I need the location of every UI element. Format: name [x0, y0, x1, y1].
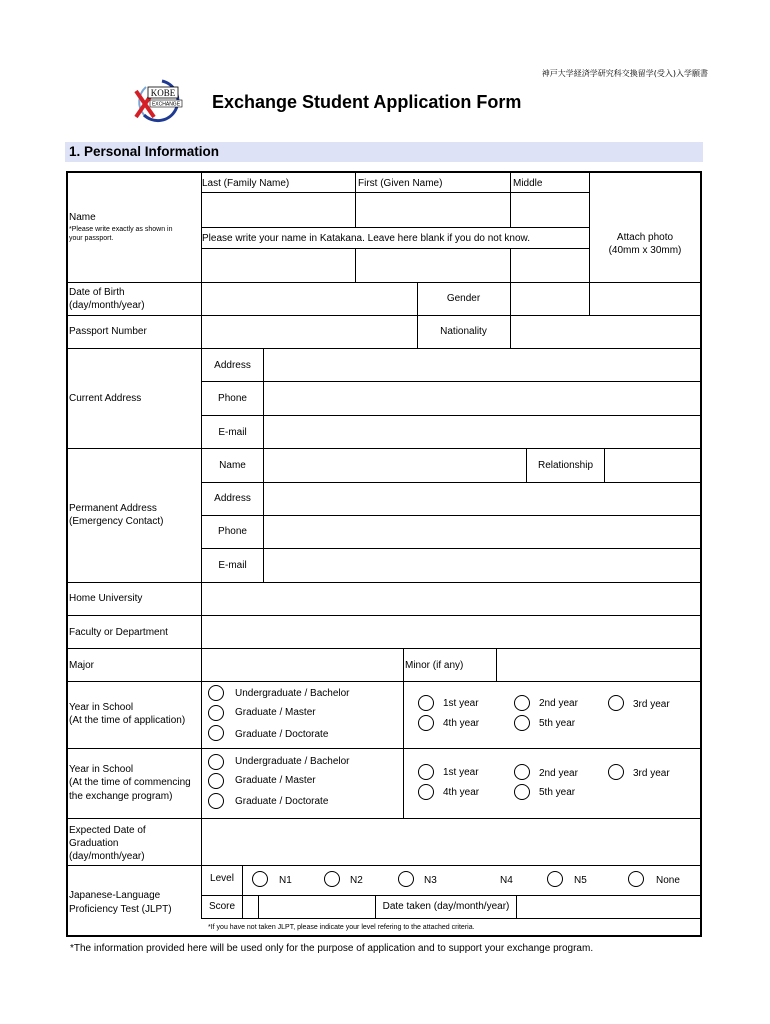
- privacy-footnote: *The information provided here will be used only for the purpose of application and to support your exchange program.: [70, 943, 594, 954]
- jlpt-n1-radio[interactable]: [252, 871, 268, 887]
- middle-name-katakana-field[interactable]: [511, 249, 588, 281]
- permanent-address-label-line1: Permanent Address: [69, 503, 157, 514]
- year-app-4th-radio[interactable]: [418, 715, 434, 731]
- year-app-doctorate-label: Graduate / Doctorate: [235, 729, 329, 740]
- jlpt-score-label: Score: [208, 901, 236, 912]
- year-commence-doctorate-label: Graduate / Doctorate: [235, 796, 329, 807]
- photo-label-line2: (40mm x 30mm): [608, 245, 682, 256]
- photo-label-line1: Attach photo: [616, 232, 674, 243]
- passport-label: Passport Number: [69, 326, 147, 337]
- name-note-line2: your passport.: [69, 235, 114, 242]
- year-commence-4th-radio[interactable]: [418, 784, 434, 800]
- year-commence-5th-label: 5th year: [539, 787, 576, 798]
- minor-label: Minor (if any): [405, 660, 464, 671]
- section-title: 1. Personal Information: [69, 144, 220, 159]
- year-commence-4th-label: 4th year: [443, 787, 480, 798]
- section-header: [65, 142, 703, 162]
- form-code-header: 神戸大学経済学研究科交換留学(受入)入学願書: [541, 69, 708, 78]
- year-commence-label-line2: (At the time of commencing: [69, 777, 191, 788]
- emergency-name-label: Name: [219, 460, 246, 471]
- jlpt-label-line2: Proficiency Test (JLPT): [69, 904, 172, 915]
- year-commence-master-radio[interactable]: [208, 773, 224, 789]
- passport-field[interactable]: [202, 316, 416, 347]
- last-name-field[interactable]: [202, 193, 354, 226]
- jlpt-label-line1: Japanese-Language: [69, 890, 161, 901]
- current-email-field[interactable]: [264, 416, 700, 447]
- current-phone-label: Phone: [218, 393, 247, 404]
- jlpt-note: *If you have not taken JLPT, please indicate your level refering to the attached criteria.: [208, 924, 475, 931]
- graduation-date-field[interactable]: [202, 819, 700, 864]
- jlpt-n5-radio[interactable]: [547, 871, 563, 887]
- jlpt-n2-radio[interactable]: [324, 871, 340, 887]
- permanent-email-field[interactable]: [264, 549, 700, 581]
- middle-name-header: Middle: [513, 178, 543, 189]
- major-label: Major: [69, 660, 95, 671]
- year-app-label-line1: Year in School: [69, 702, 134, 713]
- jlpt-score-field[interactable]: [243, 896, 374, 917]
- year-commence-3rd-radio[interactable]: [608, 764, 624, 780]
- year-commence-undergraduate-radio[interactable]: [208, 754, 224, 770]
- year-commence-label-line1: Year in School: [69, 764, 134, 775]
- gender-label: Gender: [446, 293, 481, 304]
- permanent-phone-label: Phone: [218, 526, 247, 537]
- minor-field[interactable]: [497, 649, 700, 680]
- jlpt-level-label: Level: [210, 873, 234, 884]
- year-commence-2nd-label: 2nd year: [539, 768, 578, 779]
- current-address-sublabel: Address: [214, 360, 251, 371]
- year-commence-master-label: Graduate / Master: [235, 775, 316, 786]
- major-field[interactable]: [202, 649, 402, 680]
- year-commence-doctorate-radio[interactable]: [208, 793, 224, 809]
- year-app-5th-label: 5th year: [539, 718, 576, 729]
- jlpt-none-label: None: [656, 875, 680, 886]
- year-commence-3rd-label: 3rd year: [633, 768, 670, 779]
- jlpt-n1-label: N1: [279, 875, 292, 886]
- dob-label-line2: (day/month/year): [69, 300, 145, 311]
- university-logo: [132, 77, 190, 125]
- dob-label-line1: Date of Birth: [69, 287, 125, 298]
- jlpt-n3-label: N3: [424, 875, 437, 886]
- year-app-undergraduate-label: Undergraduate / Bachelor: [235, 688, 350, 699]
- jlpt-n5-label: N5: [574, 875, 587, 886]
- jlpt-date-taken-label: Date taken (day/month/year): [382, 901, 510, 912]
- dob-field[interactable]: [202, 283, 416, 314]
- permanent-email-label: E-mail: [218, 560, 247, 571]
- current-address-field[interactable]: [264, 349, 700, 380]
- year-app-3rd-label: 3rd year: [633, 699, 670, 710]
- gender-field[interactable]: [511, 283, 588, 314]
- first-name-field[interactable]: [356, 193, 509, 226]
- svg-text:EXCHANGE: EXCHANGE: [151, 101, 181, 108]
- home-university-field[interactable]: [202, 583, 700, 614]
- graduation-label-line2: Graduation: [69, 838, 119, 849]
- graduation-label-line3: (day/month/year): [69, 851, 145, 862]
- jlpt-n4-label: N4: [500, 875, 513, 886]
- last-name-katakana-field[interactable]: [202, 249, 354, 281]
- year-commence-5th-radio[interactable]: [514, 784, 530, 800]
- name-note-line1: *Please write exactly as shown in: [69, 226, 173, 233]
- year-app-1st-radio[interactable]: [418, 695, 434, 711]
- nationality-field[interactable]: [511, 316, 700, 347]
- year-commence-1st-radio[interactable]: [418, 764, 434, 780]
- year-app-master-label: Graduate / Master: [235, 707, 316, 718]
- name-label: Name: [69, 212, 96, 223]
- graduation-label-line1: Expected Date of: [69, 825, 146, 836]
- jlpt-date-taken-field[interactable]: [517, 896, 700, 917]
- jlpt-n2-label: N2: [350, 875, 363, 886]
- year-app-3rd-radio[interactable]: [608, 695, 624, 711]
- katakana-note: Please write your name in Katakana. Leave here blank if you do not know.: [202, 233, 530, 244]
- faculty-label: Faculty or Department: [69, 627, 168, 638]
- year-app-2nd-radio[interactable]: [514, 695, 530, 711]
- middle-name-field[interactable]: [511, 193, 588, 226]
- year-app-1st-label: 1st year: [443, 698, 479, 709]
- jlpt-none-radio[interactable]: [628, 871, 644, 887]
- personal-information-form: [66, 171, 702, 937]
- year-app-master-radio[interactable]: [208, 705, 224, 721]
- year-commence-2nd-radio[interactable]: [514, 764, 530, 780]
- year-commence-label-line3: the exchange program): [69, 791, 173, 802]
- year-app-doctorate-radio[interactable]: [208, 725, 224, 741]
- relationship-label: Relationship: [537, 460, 594, 471]
- year-commence-1st-label: 1st year: [443, 767, 479, 778]
- faculty-field[interactable]: [202, 616, 700, 647]
- jlpt-n3-radio[interactable]: [398, 871, 414, 887]
- emergency-name-field[interactable]: [264, 449, 525, 481]
- first-name-katakana-field[interactable]: [356, 249, 509, 281]
- relationship-field[interactable]: [605, 449, 700, 481]
- nationality-label: Nationality: [440, 326, 487, 337]
- form-title: Exchange Student Application Form: [212, 92, 522, 112]
- year-app-2nd-label: 2nd year: [539, 698, 578, 709]
- current-address-label: Current Address: [69, 393, 142, 404]
- permanent-address-field[interactable]: [264, 483, 700, 514]
- year-app-4th-label: 4th year: [443, 718, 480, 729]
- permanent-address-label-line2: (Emergency Contact): [69, 516, 164, 527]
- year-app-5th-radio[interactable]: [514, 715, 530, 731]
- current-phone-field[interactable]: [264, 382, 700, 414]
- home-university-label: Home University: [69, 593, 143, 604]
- first-name-header: First (Given Name): [358, 178, 443, 189]
- year-app-undergraduate-radio[interactable]: [208, 685, 224, 701]
- year-commence-undergraduate-label: Undergraduate / Bachelor: [235, 756, 350, 767]
- svg-text:KOBE: KOBE: [150, 88, 176, 98]
- last-name-header: Last (Family Name): [202, 178, 290, 189]
- permanent-phone-field[interactable]: [264, 516, 700, 547]
- permanent-address-sublabel: Address: [214, 493, 251, 504]
- year-app-label-line2: (At the time of application): [69, 715, 186, 726]
- current-email-label: E-mail: [218, 427, 247, 438]
